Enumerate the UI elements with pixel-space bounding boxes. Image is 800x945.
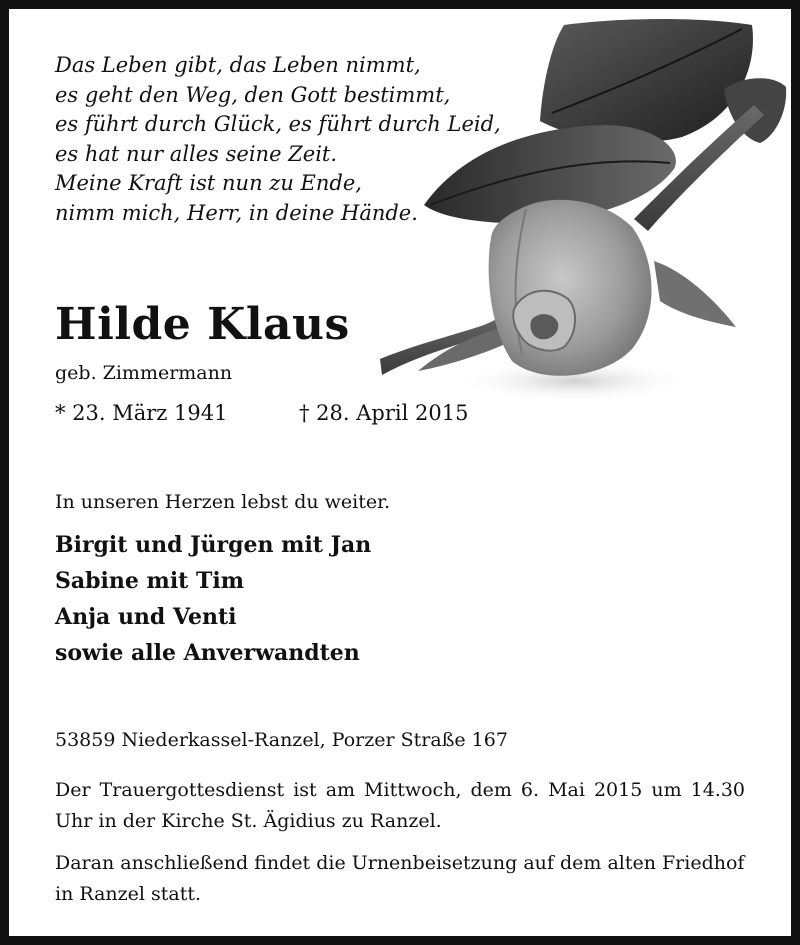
service-info: Der Trauergottesdienst ist am Mittwoch, dem 6. Mai 2015 um 14.30 Uhr in der Kirche St. Ägidius zu Ranzel. bbox=[55, 779, 745, 832]
poem-line: es führt durch Glück, es führt durch Leid, bbox=[55, 112, 501, 136]
birth-date: * 23. März 1941 bbox=[55, 401, 228, 425]
deceased-name: Hilde Klaus bbox=[55, 299, 350, 350]
maiden-name: geb. Zimmermann bbox=[55, 362, 233, 384]
poem-line: Meine Kraft ist nun zu Ende, bbox=[55, 171, 362, 195]
mourner: Anja und Venti bbox=[55, 604, 237, 630]
poem-line: es geht den Weg, den Gott bestimmt, bbox=[55, 82, 451, 107]
poem bbox=[55, 51, 501, 228]
motto: In unseren Herzen lebst du weiter. bbox=[55, 491, 391, 513]
poem-line: Das Leben gibt, das Leben nimmt, bbox=[55, 53, 421, 77]
poem-line: es hat nur alles seine Zeit. bbox=[55, 141, 338, 166]
address: 53859 Niederkassel-Ranzel, Porzer Straße 167 bbox=[55, 729, 508, 751]
burial-info: Daran anschließend findet die Urnenbeisetzung auf dem alten Friedhof in Ranzel statt. bbox=[55, 852, 745, 905]
poem-line: nimm mich, Herr, in deine Hände. bbox=[55, 200, 418, 225]
death-date: † 28. April 2015 bbox=[299, 401, 469, 425]
mourner: Birgit und Jürgen mit Jan bbox=[55, 532, 372, 558]
mourner: sowie alle Anverwandten bbox=[55, 640, 360, 666]
mourner: Sabine mit Tim bbox=[55, 568, 244, 594]
mourners-list bbox=[55, 527, 371, 671]
